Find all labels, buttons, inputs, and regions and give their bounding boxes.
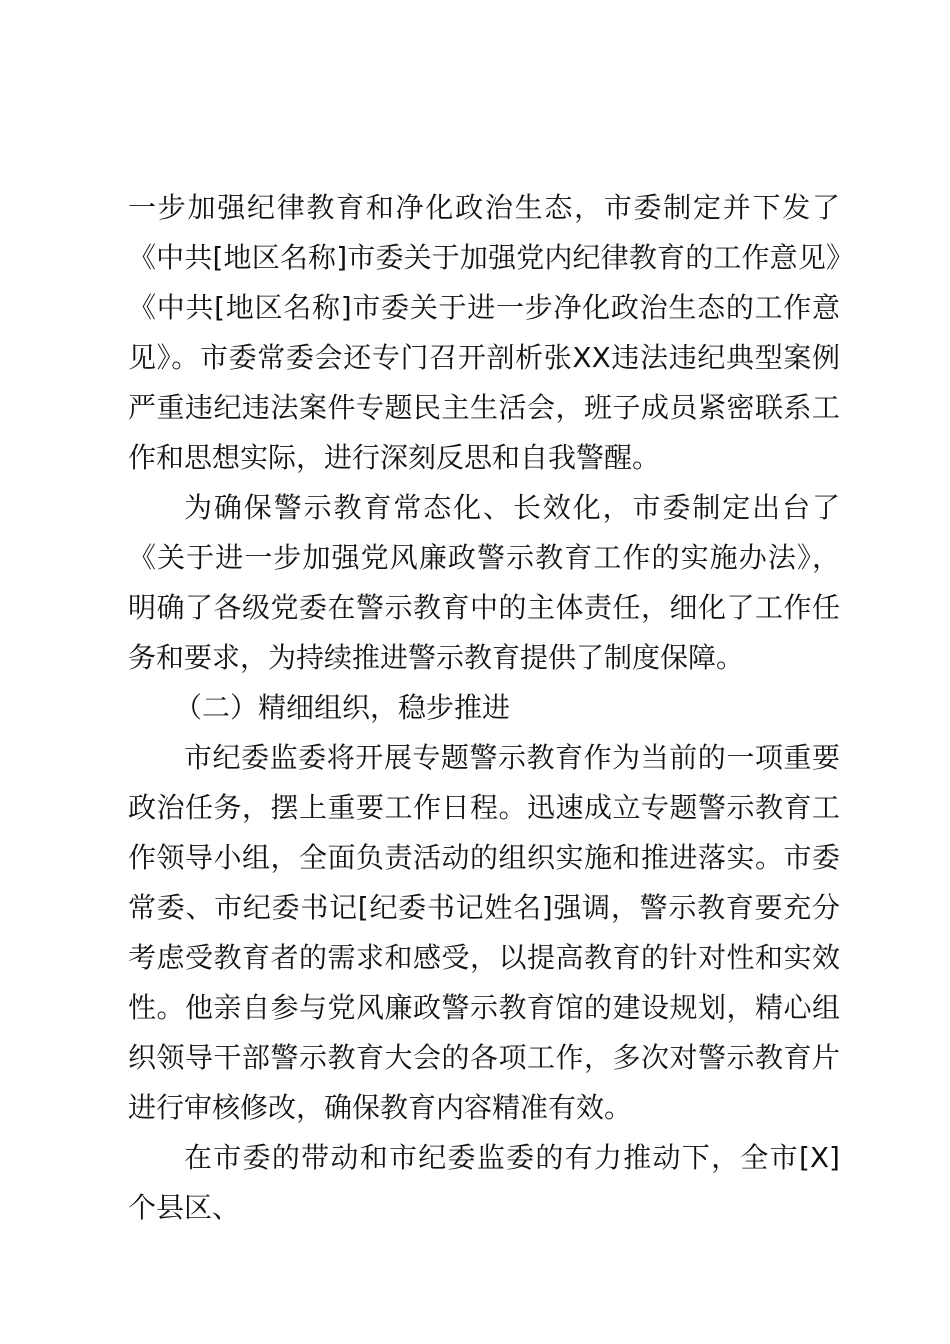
section-heading-fine-organization: （二）精细组织，稳步推进 [174, 691, 511, 724]
paragraph-city-counties: 在市委的带动和市纪委监委的有力推动下，全市[X]个县区、 [128, 1141, 840, 1224]
paragraph-warning-education-mechanism: 为确保警示教育常态化、长效化，市委制定出台了《关于进一步加强党风廉政警示教育工作的实施办法》，明确了各级党委在警示教育中的主体责任，细化了工作任务和要求，为持续推进警示教育提供了制度保障。 [128, 491, 840, 674]
paragraph-discipline-education: 一步加强纪律教育和净化政治生态，市委制定并下发了《中共[地区名称]市委关于加强党内纪律教育的工作意见》《中共[地区名称]市委关于进一步净化政治生态的工作意见》。市委常委会还专门召开剖析张XX违法违纪典型案例严重违纪违法案件专题民主生活会，班子成员紧密联系工作和思想实际，进行深刻反思和自我警醒。 [128, 191, 840, 474]
paragraph-commission-task: 市纪委监委将开展专题警示教育作为当前的一项重要政治任务，摆上重要工作日程。迅速成立专题警示教育工作领导小组，全面负责活动的组织实施和推进落实。市委常委、市纪委书记[纪委书记姓名]强调，警示教育要充分考虑受教育者的需求和感受，以提高教育的针对性和实效性。他亲自参与党风廉政警示教育馆的建设规划，精心组织领导干部警示教育大会的各项工作，多次对警示教育片进行审核修改，确保教育内容精准有效。 [128, 741, 840, 1124]
document-body [128, 183, 840, 1233]
